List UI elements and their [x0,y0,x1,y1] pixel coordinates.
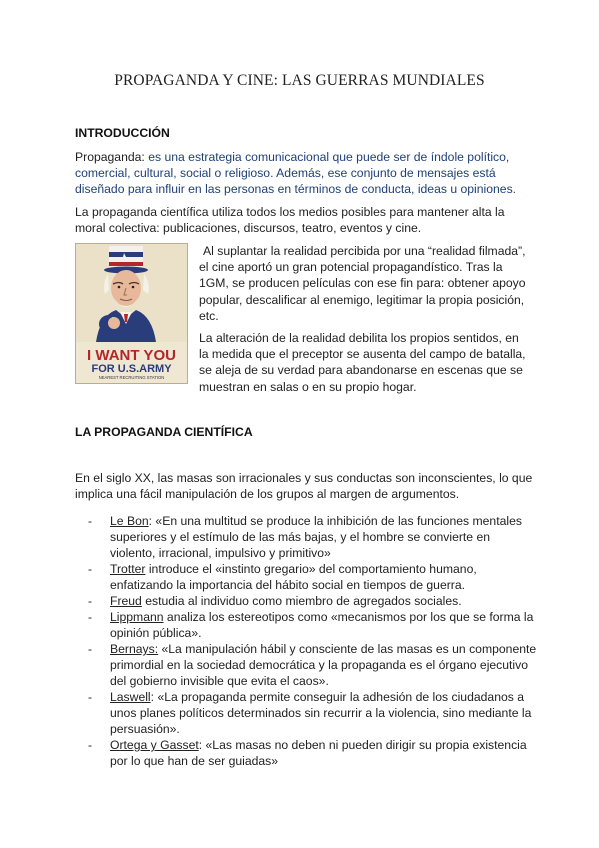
poster-line-2: FOR U.S.ARMY [91,363,172,375]
intro-paragraph-2: La propaganda científica utiliza todos los medios posibles para mantener alta la moral colectiva: publicaciones, discursos, teatro, eventos y cine. [75,205,505,236]
author-description: introduce el «instinto gregario» del comportamiento humano, enfatizando la importancia del hábito social en tiempos de guerra. [110,562,477,592]
author-name: Le Bon [110,514,149,528]
author-name: Laswell [110,690,151,704]
section2-paragraph: En el siglo XX, las masas son irracionales y sus conductas son inconscientes, lo que implica una fácil manipulación de los grupos al margen de argumentos. [75,471,533,502]
poster-line-1: I WANT YOU [87,347,176,364]
intro-p1-lead: Propaganda: [75,150,149,164]
page-title: PROPAGANDA Y CINE: LAS GUERRAS MUNDIALES [114,72,485,89]
list-item: - Bernays: «La manipulación hábil y consciente de las masas es un componente primordial en la sociedad democrática y la propaganda es el órgano ejecutivo del gobierno invisible que evita el caos». [88,642,537,688]
author-name: Ortega y Gasset [110,738,199,752]
list-item: - Le Bon: «En una multitud se produce la inhibición de las funciones mentales superiores y el estímulo de las más bajas, y el hombre se convierte en violento, irracional, impulsivo y primitivo» [88,514,522,560]
list-item: - Lippmann analiza los estereotipos como «mecanismos por los que se forma la opinión pública». [88,610,534,640]
list-item: - Trotter introduce el «instinto gregario» del comportamiento humano, enfatizando la importancia del hábito social en tiempos de guerra. [88,562,477,592]
uncle-sam-poster-image [75,243,188,384]
author-description: estudia al individuo como miembro de agregados sociales. [145,594,462,608]
intro-paragraph-4: La alteración de la realidad debilita los propios sentidos, en la medida que el preceptor se ausenta del campo de batalla, se aleja de su verdad para abandonarse en escenas que se muestran en salas o en su propio hogar. [199,331,526,394]
author-name: Bernays: [110,642,159,656]
author-description: «En una multitud se produce la inhibición de las funciones mentales superiores y el estímulo de las más bajas, y el hombre se convierte en violento, irracional, impulsivo y primitivo» [110,514,522,560]
intro-heading: INTRODUCCIÓN [75,126,170,140]
intro-p1-body: es una estrategia comunicacional que puede ser de índole político, comercial, cultural, social o religioso. Además, ese conjunto de mensajes está diseñado para influir en las personas en términos de conducta, ideas u opiniones. [75,150,517,197]
author-name: Trotter [110,562,146,576]
author-name: Lippmann [110,610,164,624]
list-item: - Laswell: «La propaganda permite conseguir la adhesión de los ciudadanos a unos planes políticos determinados sin recurrir a la violencia, sino mediante la persuasión». [88,690,532,736]
author-description: «La manipulación hábil y consciente de las masas es un componente primordial en la sociedad democrática y la propaganda es el órgano ejecutivo del gobierno invisible que evita el caos». [110,642,537,688]
list-item: - Freud estudia al individuo como miembro de agregados sociales. [88,594,462,608]
author-name: Freud [110,594,142,608]
poster-line-3: NEAREST RECRUITING STATION [98,375,165,380]
intro-paragraph-1 [75,149,530,198]
authors-list [88,513,538,769]
list-item: - Ortega y Gasset: «Las masas no deben ni pueden dirigir su propia existencia por lo que han de ser guiadas» [88,738,527,768]
author-description: «La propaganda permite conseguir la adhesión de los ciudadanos a unos planes políticos determinados sin recurrir a la violencia, sino mediante la persuasión». [110,690,532,736]
author-description: analiza los estereotipos como «mecanismos por los que se forma la opinión pública». [110,610,534,640]
section-heading-propaganda-cientifica: LA PROPAGANDA CIENTÍFICA [75,425,253,439]
poster-illustration [76,244,187,383]
intro-paragraph-3: Al suplantar la realidad percibida por una “realidad filmada”, el cine aportó un gran potencial propagandístico. Tras la 1GM, se producen películas con ese fin para: obtener apoyo popular, descalificar al enemigo, legitimar la propia posición, etc. [199,244,526,323]
author-description: «Las masas no deben ni pueden dirigir su propia existencia por lo que han de ser guiadas» [110,738,527,768]
